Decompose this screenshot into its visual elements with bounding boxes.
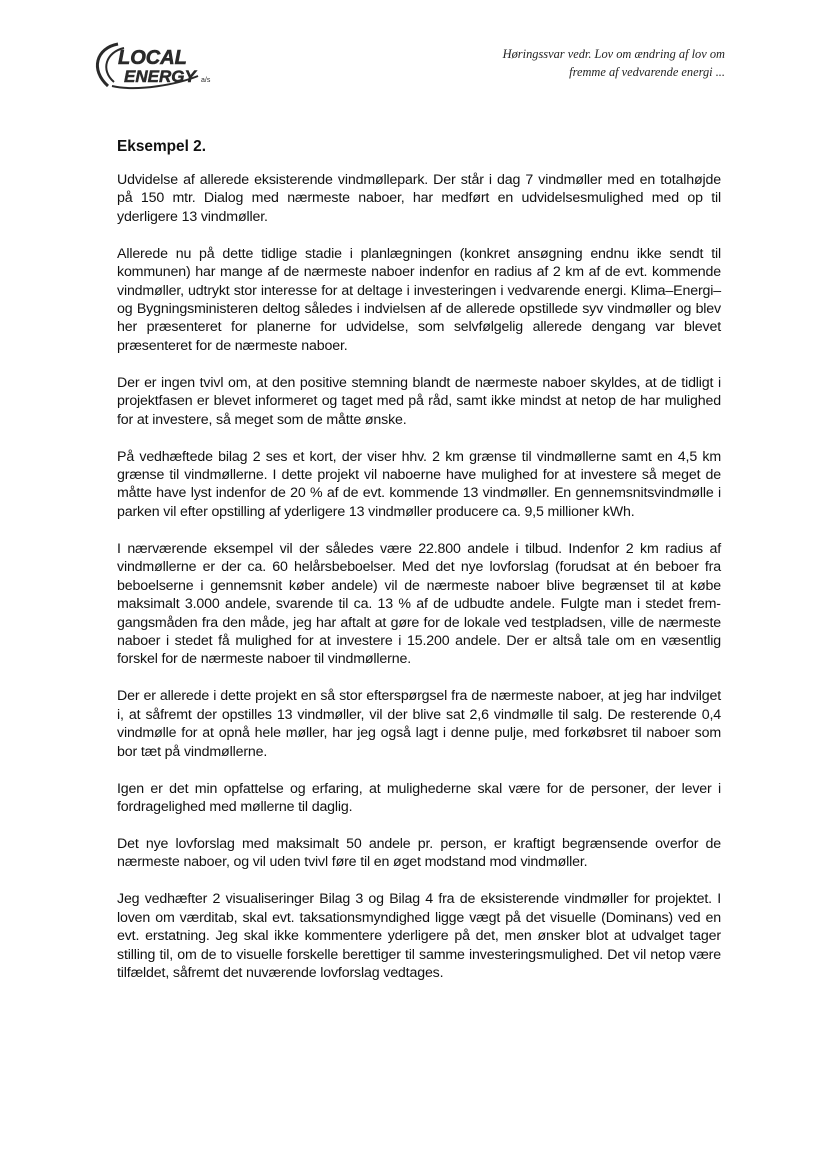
paragraph-7: Igen er det min opfattelse og erfaring, at mulighederne skal være for de personer, der lever i fordragelighed med møllerne til daglig. [117, 780, 721, 815]
header-line-1: Høringssvar vedr. Lov om ændring af lov om [502, 47, 725, 61]
paragraph-1: Udvidelse af allerede eksisterende vindmøllepark. Der står i dag 7 vindmøller med en totalhøjde på 150 mtr. Dialog med nærmeste naboer, har medført en udvidelsesmulighed med op til yderligere 13 vindmøller. [117, 172, 721, 225]
logo-line1: LOCAL [118, 47, 187, 69]
local-energy-logo [88, 40, 238, 92]
paragraph-8: Det nye lovforslag med maksimalt 50 andele pr. person, er kraftigt begrænsende overfor de nærmeste naboer, og vil uden tvivl føre til en øget modstand mod vindmøller. [117, 835, 721, 871]
section-heading: Eksempel 2. [117, 138, 206, 155]
paragraph-5: I nærværende eksempel vil der således være 22.800 andele i tilbud. Indenfor 2 km radius af vindmøllerne er der ca. 60 helårsbeboelser. Med det nye lovforslag (forudsat at én beboer fra beboelserne i gennemsnit køber andele) vil de nærmeste naboer blive begrænset til at købe maksimalt 3.000 andele, svarende til ca. 13 % af de udbudte andele. Fulgte man i stedet fremgangsmåden fra den måde, jeg har aftalt at gøre for de lokale ved testpladsen, ville de nærmeste naboer i stedet få mulighed for at investere i 15.200 andele. Der er altså tale om en væsentlig forskel for de nærmeste naboer til vindmøllerne. [117, 540, 721, 668]
logo-graphic [88, 40, 238, 92]
document-body [117, 137, 721, 1001]
header-note [395, 45, 725, 81]
paragraph-9: Jeg vedhæfter 2 visualiseringer Bilag 3 og Bilag 4 fra de eksisterende vindmøller for projektet. I loven om værditab, skal evt. taksationsmyndighed ligge vægt på det visuelle (Dominans) ved en evt. erstatning. Jeg skal ikke kommentere yderligere på det, men ønsker blot at udvalget tager stilling til, om de to visuelle forskelle berettiger til samme investeringsmulighed. Det vil netop være tilfældet, såfremt det nuværende lovforslag vedtages. [117, 891, 721, 981]
logo-suffix: a/s [201, 77, 211, 84]
logo-line2: ENERGY [124, 67, 196, 86]
paragraph-3: Der er ingen tvivl om, at den positive stemning blandt de nærmeste naboer skyldes, at de tidligt i projektfasen er blevet informeret og taget med på råd, samt ikke mindst at netop de har mulighed for at investere, så meget som de måtte ønske. [117, 374, 721, 428]
paragraph-6: Der er allerede i dette projekt en så stor efterspørgsel fra de nærmeste naboer, at jeg har indvilget i, at såfremt der opstilles 13 vindmøller, vil der blive sat 2,6 vindmølle til salg. De resterende 0,4 vindmølle for at opnå hele møller, har jeg også lagt i denne pulje, med forkøbsret til naboer som bor tæt på vindmøllerne. [117, 688, 721, 760]
paragraph-4: På vedhæftede bilag 2 ses et kort, der viser hhv. 2 km grænse til vindmøllerne samt en 4,5 km grænse til vindmøllerne. I dette projekt vil naboerne have mulighed for at investere så meget de måtte have lyst indenfor de 20 % af de evt. kommende 13 vindmøller. En gennemsnitsvindmølle i parken vil efter opstilling af yderligere 13 vindmøller producere ca. 9,5 millioner kWh. [117, 448, 721, 520]
header-line-2: fremme af vedvarende energi ... [569, 65, 725, 79]
paragraph-2: Allerede nu på dette tidlige stadie i planlægningen (konkret ansøgning endnu ikke sendt til kommunen) har mange af de nærmeste naboer indenfor en radius af 2 km af de evt. kommende vindmøller, udtrykt stor interesse for at deltage i investeringen i vedvarende energi. Klima–Energi– og Bygningsministeren deltog således i indvielsen af de allerede opstillede syv vindmøller og blev her præsenteret for planerne for udvidelse, som selvfølgelig allerede dengang var blevet præsenteret for de nærmeste naboer. [117, 245, 721, 354]
